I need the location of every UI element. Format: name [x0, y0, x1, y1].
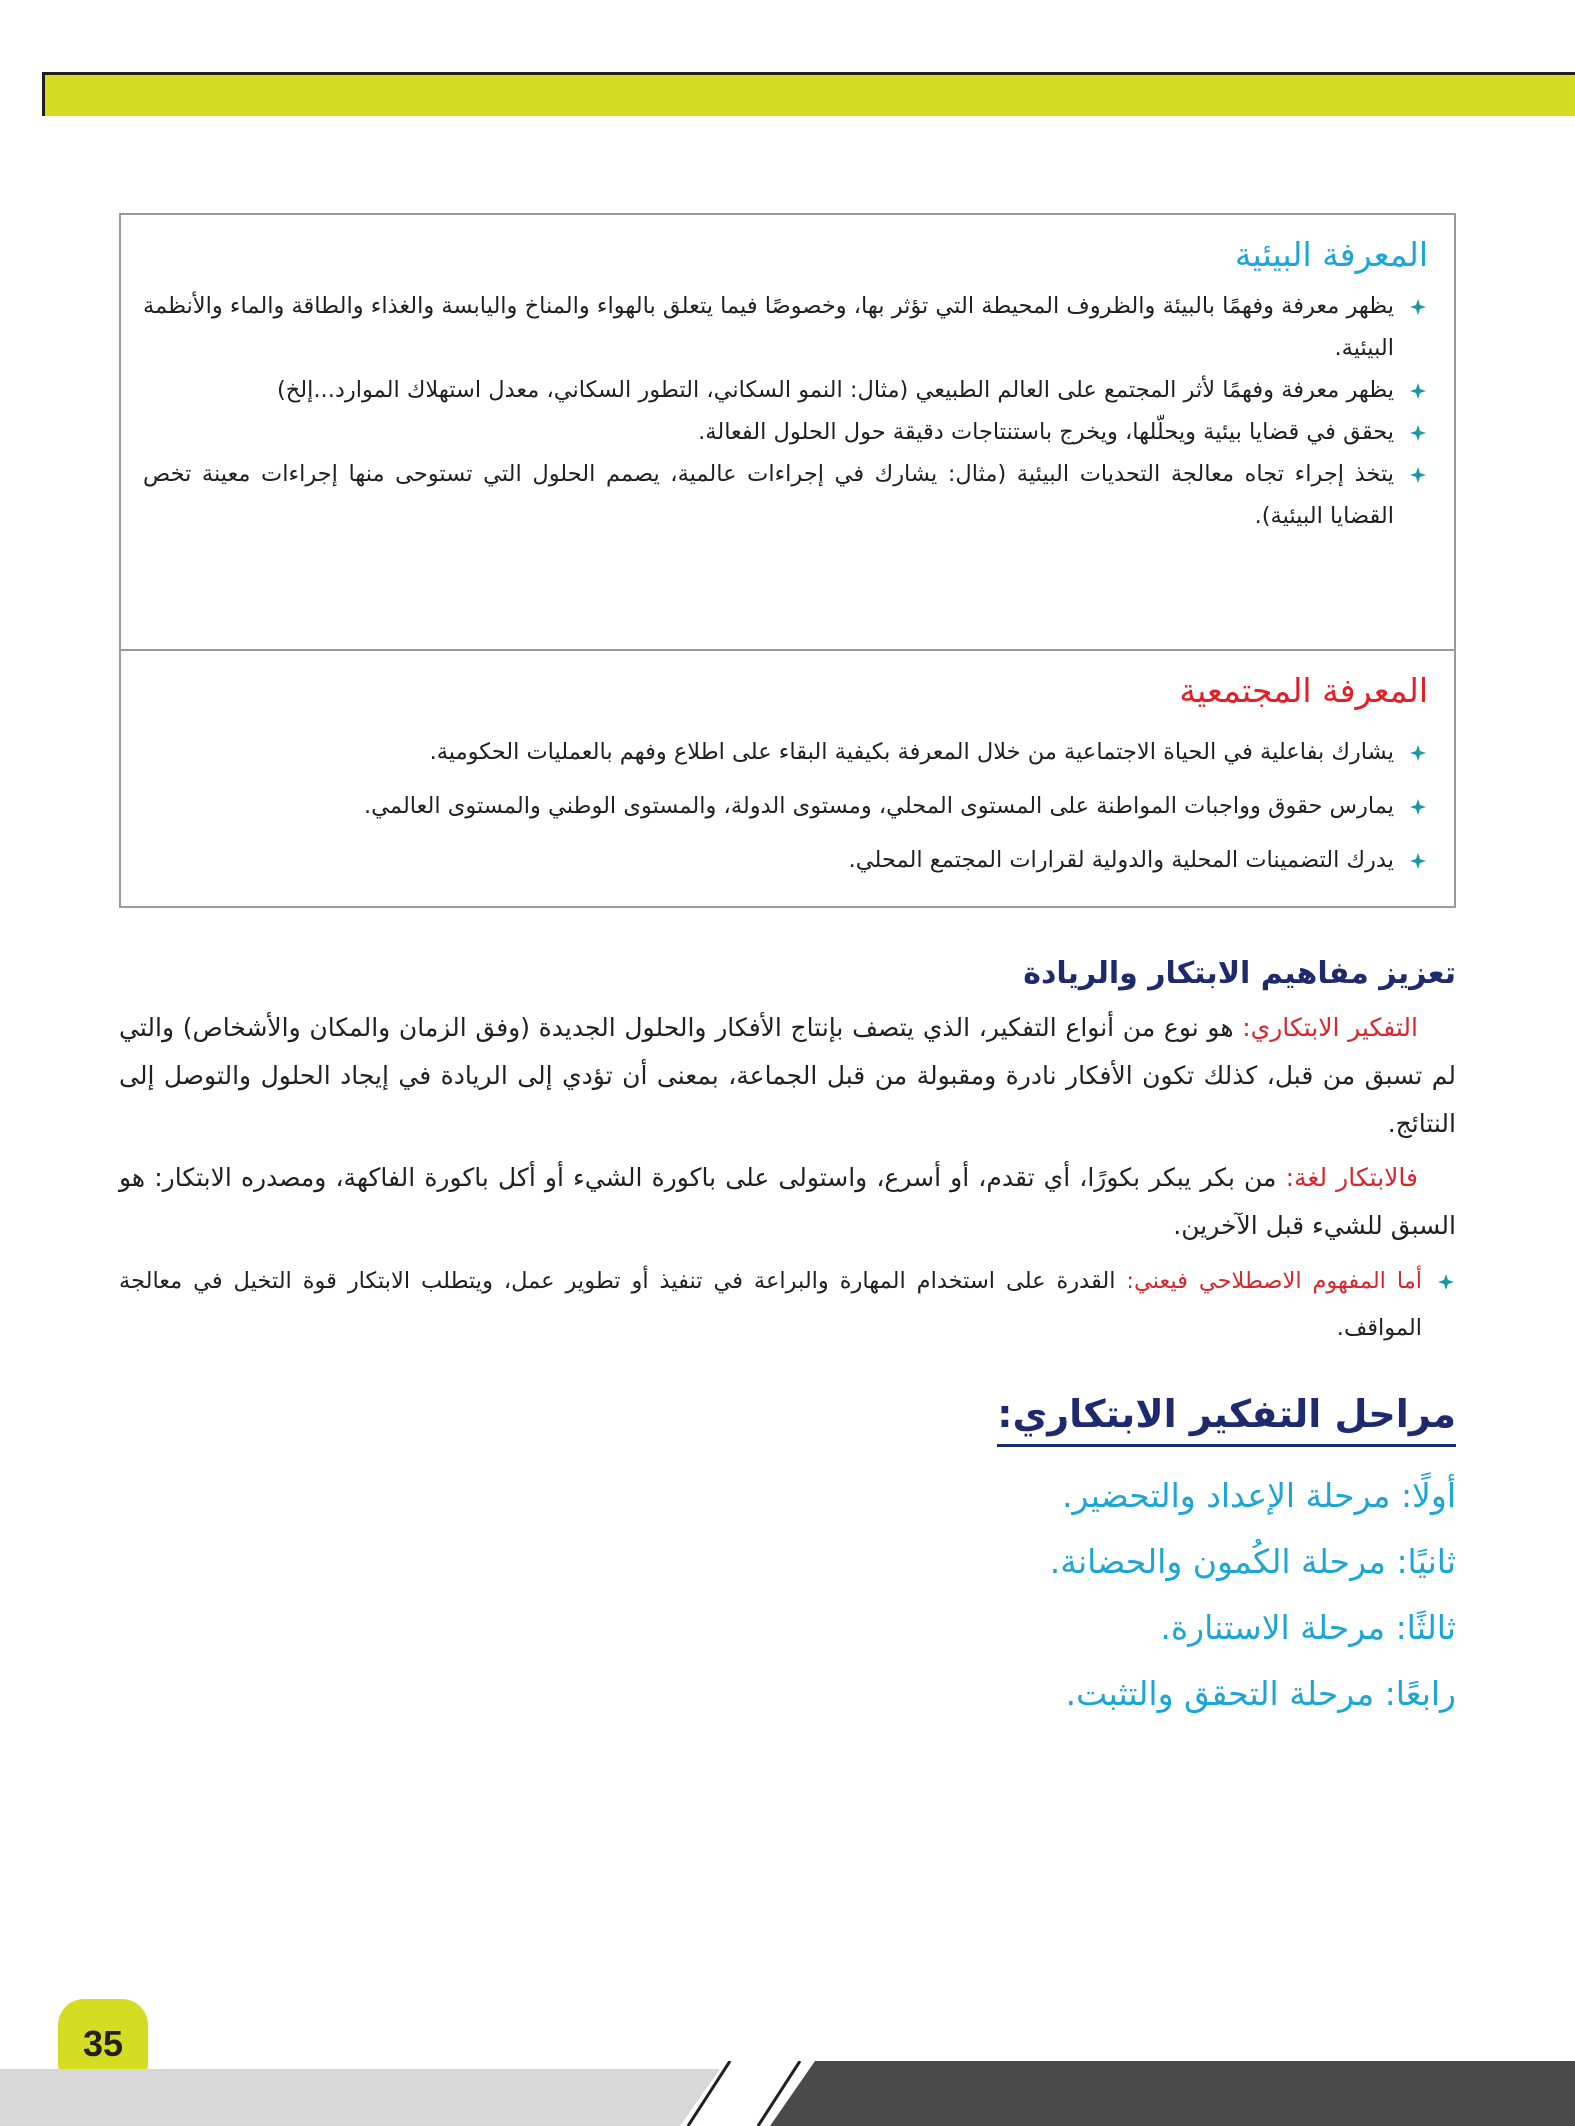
stage-item: ثالثًا: مرحلة الاستنارة. — [1160, 1608, 1456, 1647]
list-item — [143, 285, 1428, 369]
list-item-text: يمارس حقوق وواجبات المواطنة على المستوى المحلي، ومستوى الدولة، والمستوى الوطني والمستوى العالمي. — [364, 793, 1394, 819]
societal-knowledge-list — [143, 725, 1428, 887]
list-item — [143, 453, 1428, 537]
list-item-text: يظهر معرفة وفهمًا لأثر المجتمع على العالم الطبيعي (مثال: النمو السكاني، التطور السكاني، معدل استهلاك الموارد...إلخ) — [276, 377, 1394, 403]
innovation-heading: تعزيز مفاهيم الابتكار والريادة — [1023, 956, 1456, 991]
societal-knowledge-section — [121, 649, 1454, 908]
environmental-knowledge-list — [143, 285, 1428, 537]
star-bullet-icon — [1410, 853, 1426, 869]
list-item-text: يدرك التضمينات المحلية والدولية لقرارات المجتمع المحلي. — [848, 847, 1394, 873]
innovation-linguistic-paragraph — [119, 1154, 1456, 1250]
societal-knowledge-title: المعرفة المجتمعية — [1179, 671, 1428, 710]
innovation-terminology-paragraph — [119, 1258, 1456, 1352]
main-content — [119, 944, 1456, 1727]
star-bullet-icon — [1410, 425, 1426, 441]
star-bullet-icon — [1410, 467, 1426, 483]
creative-thinking-text: هو نوع من أنواع التفكير، الذي يتصف بإنتاج الأفكار والحلول الجديدة (وفق الزمان والمكان والأشخاص) والتي لم تسبق من قبل، كذلك تكون الأفكار نادرة ومقبولة من قبل الجماعة، بمعنى أن تؤدي إلى الريادة في إيجاد الحلول والتوصل إلى النتائج. — [119, 1013, 1456, 1138]
stage-item: أولًا: مرحلة الإعداد والتحضير. — [1062, 1476, 1456, 1515]
competency-table — [119, 213, 1456, 908]
innovation-terminology-text: القدرة على استخدام المهارة والبراعة في تنفيذ أو تطوير عمل، ويتطلب الابتكار قوة التخيل في معالجة المواقف. — [119, 1268, 1422, 1341]
creative-thinking-paragraph — [119, 1004, 1456, 1148]
innovation-linguistic-term: فالابتكار لغة: — [1285, 1163, 1418, 1192]
innovation-linguistic-text: من بكر يبكر بكورًا، أي تقدم، أو أسرع، واستولى على باكورة الشيء أو أكل باكورة الفاكهة، ومصدره الابتكار: هو السبق للشيء قبل الآخرين. — [119, 1163, 1456, 1240]
star-bullet-icon — [1410, 799, 1426, 815]
stages-heading: مراحل التفكير الابتكاري: — [997, 1386, 1456, 1447]
list-item — [143, 369, 1428, 411]
top-accent-bar — [42, 72, 1575, 116]
innovation-terminology-term: أما المفهوم الاصطلاحي فيعني: — [1126, 1268, 1423, 1294]
list-item-text: يحقق في قضايا بيئية ويحلّلها، ويخرج باستنتاجات دقيقة حول الحلول الفعالة. — [698, 419, 1394, 445]
environmental-knowledge-section — [121, 215, 1454, 649]
star-bullet-icon — [1438, 1274, 1454, 1290]
list-item — [143, 833, 1428, 887]
list-item — [143, 411, 1428, 453]
list-item — [143, 725, 1428, 779]
stage-item: ثانيًا: مرحلة الكُمون والحضانة. — [1049, 1542, 1456, 1581]
environmental-knowledge-title: المعرفة البيئية — [1234, 235, 1428, 274]
star-bullet-icon — [1410, 383, 1426, 399]
list-item — [143, 779, 1428, 833]
list-item-text: يشارك بفاعلية في الحياة الاجتماعية من خلال المعرفة بكيفية البقاء على اطلاع وفهم بالعمليات الحكومية. — [429, 739, 1394, 765]
list-item-text: يظهر معرفة وفهمًا بالبيئة والظروف المحيطة التي تؤثر بها، وخصوصًا فيما يتعلق بالهواء والمناخ واليابسة والغذاء والطاقة والماء والأنظمة البيئية. — [143, 293, 1394, 361]
list-item-text: يتخذ إجراء تجاه معالجة التحديات البيئية (مثال: يشارك في إجراءات عالمية، يصمم الحلول التي تستوحى منها إجراءات معينة تخص القضايا البيئية). — [143, 461, 1394, 529]
creative-thinking-term: التفكير الابتكاري: — [1242, 1013, 1418, 1042]
star-bullet-icon — [1410, 299, 1426, 315]
stage-item: رابعًا: مرحلة التحقق والتثبت. — [1065, 1674, 1456, 1713]
star-bullet-icon — [1410, 745, 1426, 761]
stages-list — [119, 1463, 1456, 1727]
page-number: 35 — [58, 1999, 148, 2089]
footer-decoration — [0, 2061, 1575, 2126]
